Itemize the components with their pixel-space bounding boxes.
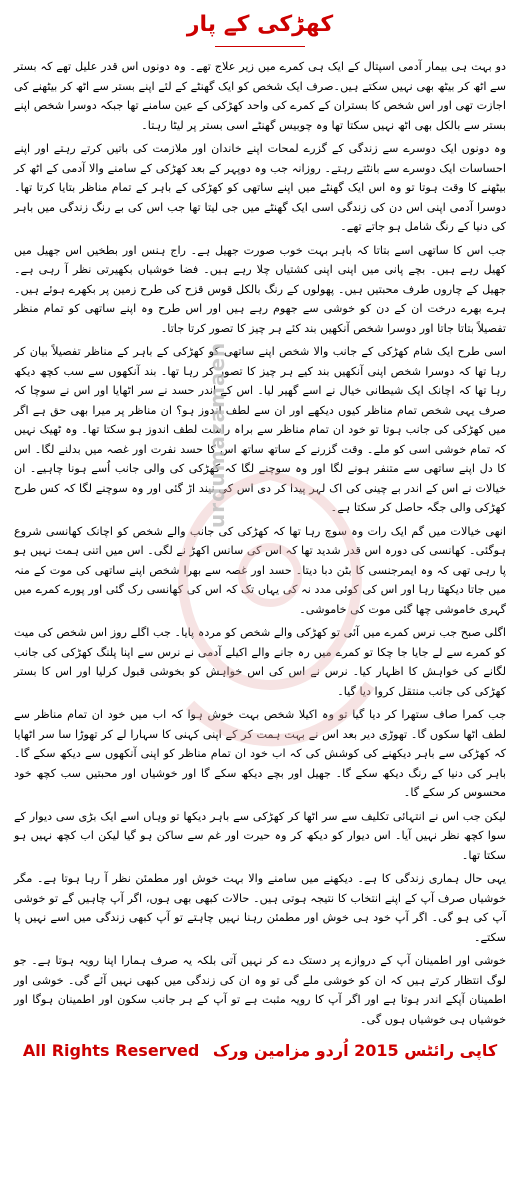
title-underline [215,46,305,47]
paragraph: خوشی اور اطمینان آپ کے دروازے پر دستک دے کر نہیں آتی بلکہ یہ صرف ہمارا اپنا رویہ ہوتا ہے۔ جو لوگ انتظار کرتے ہیں کہ ان کو خوشی ملے گی تو وہ ان کی زندگی میں کبھی نہیں آئے گی۔ خوشی اور اطمینان آپکے اندر ہوتا ہے اور اگر آپ کا رویہ مثبت ہے تو آپ کے ہر جانب سکون اور اطمینان ہوگا اور خوشیاں ہی خوشیاں ہوں گی۔ [14,954,506,1026]
copyright-english: All Rights Reserved [22,1041,200,1060]
paragraph: انھی خیالات میں گم ایک رات وہ سوچ رہا تھا کہ کھڑکی کی جانب والے شخص کو اچانک کھانسی شروع ہوگئی۔ کھانسی کی دورہ اس قدر شدید تھا کہ اس کی سانس اکھڑ نے لگی۔ اس میں اتنی ہمت نہیں ہو پا رہی تھی کہ وہ ایمرجنسی کا بٹن دبا دیتا۔ حسد اور غصہ سے بھرا شخص اپنے ساتھی کی موت کے منہ میں جاتا دیکھتا رہا اور اس کی کوئی مدد نہ کی یہاں تک کہ اس کی کھانسی رک گئی اور پورے کمرے میں گہری خاموشی چھا گئی موت کی خاموشی۔ [14,524,506,616]
copyright-footer [14,1041,506,1060]
article-body [14,57,506,1029]
paragraph: لیکن جب اس نے انتہائی تکلیف سے سر اٹھا کر کھڑکی سے باہر دیکھا تو وہاں اسے ایک بڑی سی دیوار کے سوا کچھ نظر نہیں آیا۔ اس دیوار کو دیکھ کر وہ حیرت اور غم سے ساکن ہو گیا لیکن اب کچھ نہیں ہو سکتا تھا۔ [14,809,506,862]
paragraph: دو بہت ہی بیمار آدمی اسپتال کے ایک ہی کمرے میں زیر علاج تھے۔ وہ دونوں اس قدر علیل تھے کہ بستر سے اٹھ کر بیٹھ بھی نہیں سکتے ہیں۔صرف ایک شخص کو ایک گھنٹے کے لئے اپنے بستر سے اٹھ کر بیٹھنے کی اجازت تھی اور اس شخص کا بستران کے کمرے کی واحد کھڑکی کے عین سامنے تھا جبکہ دوسرا شخص اپنے بستر سے بالکل بھی اٹھ نہیں سکتا تھا وہ چوبیس گھنٹے اسی بستر پر لیٹا رہتا۔ [14,60,506,132]
paragraph: اسی طرح ایک شام کھڑکی کے جانب والا شخص اپنے ساتھی کو کھڑکی کے باہر کے مناظر تفصیلاً بیان کر رہا تھا کہ دوسرا شخص اپنی آنکھیں بند کیے ہر چیز کا تصور کر رہا تھا۔ بند آنکھوں سے سب کچھ دیکھ رہا تھا کہ اچانک ایک شیطانی خیال نے اسے گھیر لیا۔ اس کے اندر حسد نے سر اٹھایا اور اس نے سوچا کہ صرف یہی شخص تمام مناظر کیوں دیکھے اور ان سے لطف اندوز ہو؟ ان مناظر پر میرا بھی حق ہے اگر میں کھڑکی کی جانب ہوتا تو خود ان تمام مناظر سے براہ راست لطف اندوز ہو سکتا تھا۔ وہ ٹھیک نہیں کہ تمام خوشی اسی کو ملے۔ وقت گزرنے کے ساتھ ساتھ اس کا حسد نفرت اور غصہ میں بدلنے لگا۔ اس کا دل اپنے ساتھی سے متنفر ہونے لگا اور وہ سوچنے لگا کہ کھڑکی کی والی جانب اُسے ہونا چاہیے۔ ان خیالات نے اس کے اندر بے چینی کی اک لہر پیدا کر دی اس کی نیند اڑ گئی اور وہ سوچنے لگا کہ کس طرح کھڑکی والی جگہ حاصل کر سکتا ہے۔ [14,345,506,514]
copyright-urdu: کاپی رائٹس 2015 اُردو مزامین ورک [212,1041,498,1060]
paragraph: جب کمرا صاف ستھرا کر دیا گیا تو وہ اکیلا شخص بہت خوش ہوا کہ اب میں خود ان تمام مناظر سے لطف اٹھا سکوں گا۔ تھوڑی دیر بعد اس نے بہت ہمت کر کے اپنی کہنی کا سہارا لے کر تھوڑا سا سر اٹھایا کہ کھڑکی سے باہر دیکھنے کی کوشش کی کہ اب خود ان تمام مناظر کو اپنی آنکھوں سے دیکھ سکے گا۔ باہر کی دنیا کے رنگ دیکھ سکے گا۔ جھیل اور بچے دیکھ سکے گا اور خوشیاں اور محبتیں سب کچھ خود محسوس کر سکے گا۔ [14,708,506,799]
paragraph: جب اس کا ساتھی اسے بتاتا کہ باہر بہت خوب صورت جھیل ہے۔ راج ہنس اور بطخیں اس جھیل میں کھیل رہے ہیں۔ بچے پانی میں اپنی اپنی کشتیاں چلا رہے ہیں۔ فضا خوشیاں بکھیرتی نظر آ رہی ہے۔ جھیل کے چاروں طرف محبتیں ہیں۔ پھولوں کے رنگ بالکل قوس قزح کی طرح زمین پر بکھرے ہوئے ہیں۔ ہرے بھرے درخت ان کے دن کو خوشی سے جھوم رہے ہیں اور اس طرح وہ اپنے ساتھی کو تمام منظر تفصیلاً بتاتا جاتا اور دوسرا شخص آنکھیں بند کئے ہر چیز کا تصور کرتا جاتا۔ [14,243,506,335]
paragraph: وہ دونوں ایک دوسرے سے زندگی کے گزرے لمحات اپنے خاندان اور ملازمت کی باتیں کرتے رہتے اور اپنے احساسات ایک دوسرے سے بانٹتے رہتے۔ روزانہ جب وہ دوپہر کے بعد کھڑکی کے سامنے والا آدمی کے اٹھ کر بیٹھنے کا وقت ہوتا تو وہ اس ایک گھنٹے میں اپنے ساتھی کو کھڑکی کے باہر کے تمام مناظر بتایا کرتا تھا۔ دوسرا آدمی اپنی اس دن کی زندگی اسی ایک گھنٹے میں جی لیتا تھا جب اس کی بے رنگ زندگی میں باہر کی دنیا کے رنگ شامل ہو جاتے تھے۔ [14,142,506,233]
paragraph: یہی حال ہماری زندگی کا ہے۔ دیکھنے میں سامنے والا بہت خوش اور مطمئن نظر آ رہا ہوتا ہے۔ مگر خوشیاں صرف آپ کے اپنے انتخاب کا نتیجہ ہوتی ہیں۔ حالات کبھی بھی ہوں، اگر آپ چاہیں گے تو خوشی آپ کی ہو گی۔ اگر آپ خود ہی خوش اور مطمئن رہنا نہیں چاہتے تو آپ کبھی زندگی میں اسے نہیں پا سکتے۔ [14,872,506,944]
watermark-text: urdumazamaen [205,341,229,528]
article-title: کھڑکی کے پار [186,12,334,37]
paragraph: اگلی صبح جب نرس کمرے میں آئی تو کھڑکی والے شخص کو مردہ پایا۔ جب اگلے روز اس شخص کی میت کو کمرے سے لے جایا جا چکا تو کمرے میں رہ جانے والے اکیلے آدمی نے نرس سے اپنا پلنگ کھڑکی کی جانب لگانے کی خواہش کا اظہار کیا۔ نرس نے اس کی اس خواہش کو بخوشی قبول کرلیا اور اس کا بستر کھڑکی کی جانب منتقل کروا دیا گیا۔ [14,626,506,698]
